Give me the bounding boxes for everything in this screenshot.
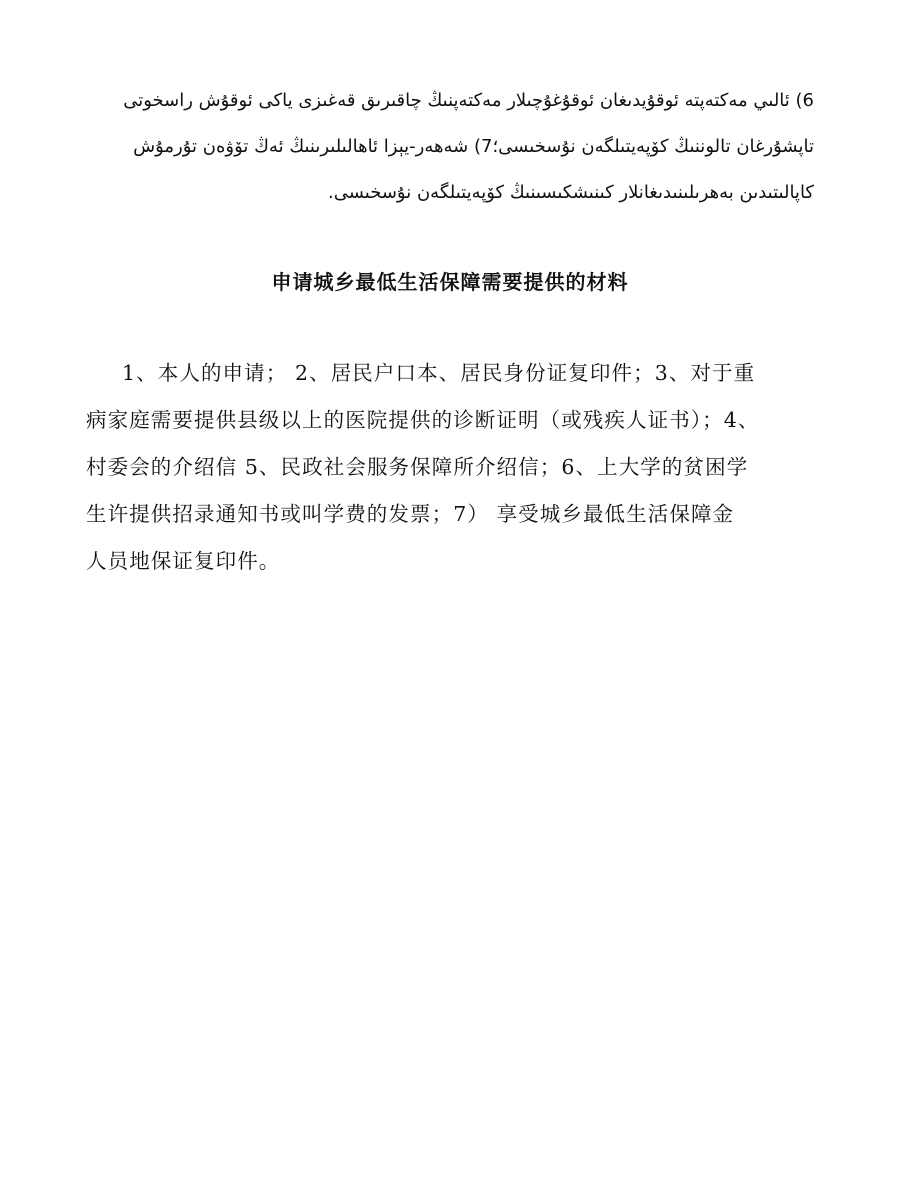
uyghur-line: تاپشۇرغان تالوننىڭ كۆپەيتىلگەن نۇسخىسى؛7) شەھەر-يېزا ئاھالىلىرىنىڭ ئەڭ تۆۋەن تۇرمۇش xyxy=(133,136,814,157)
chinese-line: 1、本人的申请； 2、居民户口本、居民身份证复印件；3、对于重 xyxy=(122,361,756,385)
uyghur-line: 6) ئالىي مەكتەپتە ئوقۇيدىغان ئوقۇغۇچىلار مەكتەپنىڭ چاقىرىق قەغىزى ياكى ئوقۇش راسخوتى xyxy=(123,90,814,111)
chinese-line: 病家庭需要提供县级以上的医院提供的诊断证明（或残疾人证书）；4、 xyxy=(86,408,760,432)
chinese-line: 生许提供招录通知书或叫学费的发票；7） 享受城乡最低生活保障金 xyxy=(86,502,735,526)
uyghur-paragraph xyxy=(86,78,814,216)
chinese-line: 村委会的介绍信 5、民政社会服务保障所介绍信；6、上大学的贫困学 xyxy=(86,455,749,479)
section-heading: 申请城乡最低生活保障需要提供的材料 xyxy=(271,270,629,294)
uyghur-line: كاپالىتىدىن بەھرىلىنىدىغانلار كىنىشكىسىنىڭ كۆپەيتىلگەن نۇسخىسى. xyxy=(328,182,814,203)
chinese-paragraph xyxy=(86,350,816,585)
chinese-line: 人员地保证复印件。 xyxy=(86,549,281,573)
